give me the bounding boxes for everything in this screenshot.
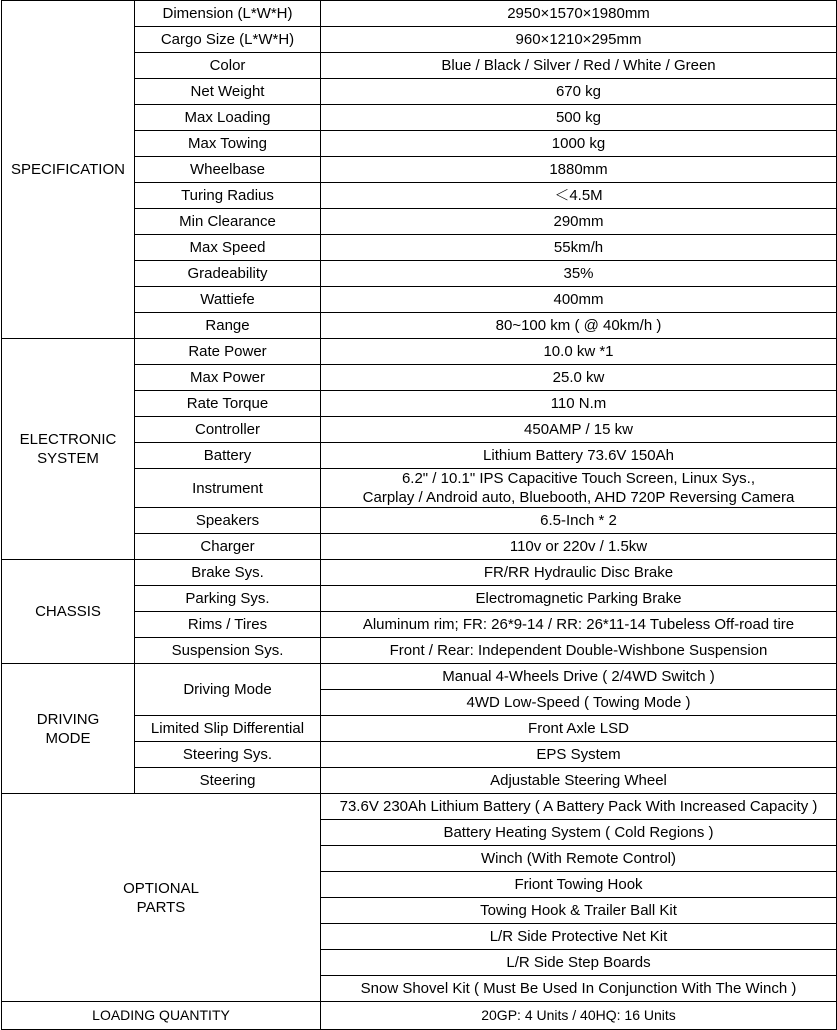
optional-part: L/R Side Protective Net Kit [321, 924, 837, 950]
spec-value: Adjustable Steering Wheel [321, 768, 837, 794]
spec-value-line: 6.2" / 10.1" IPS Capacitive Touch Screen, Linux Sys., [401, 470, 756, 487]
table-row [2, 339, 837, 365]
spec-value: 35% [321, 261, 837, 287]
spec-key: Brake Sys. [135, 560, 321, 586]
spec-key: Dimension (L*W*H) [135, 1, 321, 27]
spec-key: Steering Sys. [135, 742, 321, 768]
category-driving-mode [2, 664, 135, 794]
spec-key: Max Towing [135, 131, 321, 157]
spec-key: Cargo Size (L*W*H) [135, 27, 321, 53]
spec-key: Turing Radius [135, 183, 321, 209]
table-row [2, 1, 837, 27]
spec-key: Range [135, 313, 321, 339]
spec-value-line: Carplay / Android auto, Bluebooth, AHD 720P Reversing Camera [362, 489, 795, 506]
spec-key: Driving Mode [135, 664, 321, 716]
spec-value: 10.0 kw *1 [321, 339, 837, 365]
spec-key: Min Clearance [135, 209, 321, 235]
spec-key: Speakers [135, 508, 321, 534]
spec-value: 670 kg [321, 79, 837, 105]
optional-part: Towing Hook & Trailer Ball Kit [321, 898, 837, 924]
optional-part: L/R Side Step Boards [321, 950, 837, 976]
spec-value: 110v or 220v / 1.5kw [321, 534, 837, 560]
optional-part: Snow Shovel Kit ( Must Be Used In Conjunction With The Winch ) [321, 976, 837, 1002]
spec-key: Battery [135, 443, 321, 469]
category-label-line: SYSTEM [37, 450, 99, 467]
spec-key: Controller [135, 417, 321, 443]
spec-value: Front Axle LSD [321, 716, 837, 742]
table-row [2, 664, 837, 690]
spec-key: Instrument [135, 469, 321, 508]
spec-key: Net Weight [135, 79, 321, 105]
spec-key: Max Power [135, 365, 321, 391]
spec-key: Steering [135, 768, 321, 794]
spec-key: Color [135, 53, 321, 79]
table-row [2, 1002, 837, 1030]
spec-key: Gradeability [135, 261, 321, 287]
spec-value: 960×1210×295mm [321, 27, 837, 53]
spec-value: EPS System [321, 742, 837, 768]
category-specification: SPECIFICATION [2, 1, 135, 339]
spec-value: 290mm [321, 209, 837, 235]
spec-key: Suspension Sys. [135, 638, 321, 664]
category-chassis: CHASSIS [2, 560, 135, 664]
spec-value: 55km/h [321, 235, 837, 261]
spec-value: 500 kg [321, 105, 837, 131]
spec-value: 1000 kg [321, 131, 837, 157]
spec-value: 80~100 km ( @ 40km/h ) [321, 313, 837, 339]
spec-value: Lithium Battery 73.6V 150Ah [321, 443, 837, 469]
optional-part: Battery Heating System ( Cold Regions ) [321, 820, 837, 846]
category-label-line: PARTS [136, 898, 186, 916]
optional-part: Winch (With Remote Control) [321, 846, 837, 872]
spec-value [321, 469, 837, 508]
spec-key: Parking Sys. [135, 586, 321, 612]
spec-value: Blue / Black / Silver / Red / White / Green [321, 53, 837, 79]
spec-value: 2950×1570×1980mm [321, 1, 837, 27]
spec-value: 25.0 kw [321, 365, 837, 391]
category-label-line: MODE [45, 729, 91, 747]
spec-key: Charger [135, 534, 321, 560]
spec-table [1, 0, 837, 1030]
spec-key: Limited Slip Differential [135, 716, 321, 742]
spec-value: 4WD Low-Speed ( Towing Mode ) [321, 690, 837, 716]
spec-value: Electromagnetic Parking Brake [321, 586, 837, 612]
spec-value: Aluminum rim; FR: 26*9-14 / RR: 26*11-14 Tubeless Off-road tire [321, 612, 837, 638]
spec-key: Rate Torque [135, 391, 321, 417]
spec-value: 1880mm [321, 157, 837, 183]
spec-key: Rims / Tires [135, 612, 321, 638]
spec-key: Max Speed [135, 235, 321, 261]
spec-value: 450AMP / 15 kw [321, 417, 837, 443]
table-row [2, 794, 837, 820]
spec-key: Rate Power [135, 339, 321, 365]
category-electronic-system [2, 339, 135, 560]
optional-part: Friont Towing Hook [321, 872, 837, 898]
spec-value: 110 N.m [321, 391, 837, 417]
spec-key: Wheelbase [135, 157, 321, 183]
category-label-line: DRIVING [36, 710, 100, 728]
spec-value: FR/RR Hydraulic Disc Brake [321, 560, 837, 586]
category-label-line: OPTIONAL [123, 879, 199, 897]
spec-value: ＜4.5M [321, 183, 837, 209]
spec-key: Wattiefe [135, 287, 321, 313]
category-optional-parts [2, 794, 321, 1002]
spec-value: 6.5-Inch * 2 [321, 508, 837, 534]
spec-key: Max Loading [135, 105, 321, 131]
spec-value: Manual 4-Wheels Drive ( 2/4WD Switch ) [321, 664, 837, 690]
table-row [2, 560, 837, 586]
loading-quantity-value: 20GP: 4 Units / 40HQ: 16 Units [321, 1002, 837, 1030]
category-loading-quantity: LOADING QUANTITY [2, 1002, 321, 1030]
category-label-line: ELECTRONIC [19, 431, 117, 448]
spec-value: Front / Rear: Independent Double-Wishbone Suspension [321, 638, 837, 664]
spec-value: 400mm [321, 287, 837, 313]
optional-part: 73.6V 230Ah Lithium Battery ( A Battery Pack With Increased Capacity ) [321, 794, 837, 820]
